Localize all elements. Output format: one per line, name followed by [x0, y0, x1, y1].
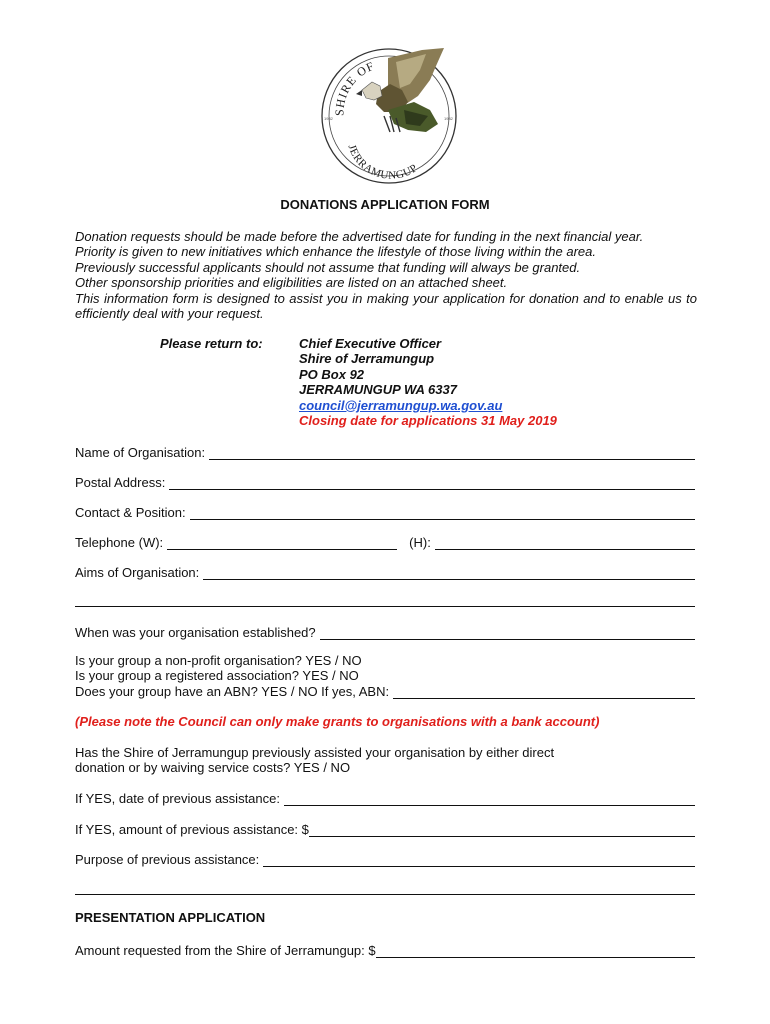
amount-requested-input[interactable]	[376, 943, 695, 958]
established-input[interactable]	[320, 625, 695, 640]
postal-address-input[interactable]	[169, 475, 695, 490]
postal-address-field	[75, 472, 695, 490]
previous-purpose-field	[75, 849, 695, 867]
telephone-home-input[interactable]	[435, 535, 695, 550]
address-line: JERRAMUNGUP WA 6337	[299, 382, 457, 398]
bank-account-note: (Please note the Council can only make grants to organisations with a bank account)	[75, 714, 600, 729]
contact-position-field	[75, 502, 695, 520]
status-questions	[75, 653, 362, 684]
field-label: Contact & Position:	[75, 505, 186, 520]
field-label: Purpose of previous assistance:	[75, 852, 260, 867]
field-label: Does your group have an ABN? YES / NO If yes, ABN:	[75, 684, 390, 699]
svg-text:1982: 1982	[444, 116, 453, 121]
nonprofit-question: Is your group a non-profit organisation? YES / NO	[75, 653, 362, 668]
field-label: Aims of Organisation:	[75, 565, 200, 580]
field-label: If YES, amount of previous assistance: $	[75, 822, 309, 837]
previous-amount-field	[75, 819, 695, 837]
previous-date-input[interactable]	[284, 791, 695, 806]
previous-purpose-input-continued[interactable]	[75, 880, 695, 895]
question-line: donation or by waiving service costs? YES / NO	[75, 760, 351, 776]
telephone-field	[75, 532, 695, 550]
field-label: Telephone (W):	[75, 535, 164, 550]
org-name-input[interactable]	[209, 445, 695, 460]
svg-text:1982: 1982	[324, 116, 333, 121]
field-label: When was your organisation established?	[75, 625, 316, 640]
previous-purpose-input[interactable]	[263, 852, 695, 867]
question-line: Has the Shire of Jerramungup previously assisted your organisation by either direct	[75, 745, 555, 760]
svg-text:JERRAMUNGUP: JERRAMUNGUP	[345, 143, 420, 182]
shire-of-jerramungup-logo	[318, 40, 460, 188]
form-title: DONATIONS APPLICATION FORM	[280, 197, 490, 212]
previous-amount-input[interactable]	[309, 822, 695, 837]
aims-field	[75, 562, 695, 580]
intro-line: Donation requests should be made before the advertised date for funding in the next financial year.	[75, 229, 644, 244]
field-label: Name of Organisation:	[75, 445, 206, 460]
org-name-field	[75, 442, 695, 460]
presentation-section-title: PRESENTATION APPLICATION	[75, 910, 266, 925]
intro-text	[75, 229, 697, 321]
contact-position-input[interactable]	[190, 505, 695, 520]
address-line: Shire of Jerramungup	[299, 351, 435, 367]
intro-line: This information form is designed to assist you in making your application for donation and to enable us to efficiently deal with your request.	[75, 290, 697, 322]
amount-requested-field	[75, 940, 695, 958]
intro-line: Priority is given to new initiatives which enhance the lifestyle of those living within the area.	[75, 244, 596, 260]
intro-line: Previously successful applicants should not assume that funding will always be granted.	[75, 259, 581, 275]
aims-input-continued[interactable]	[75, 592, 695, 607]
abn-field	[75, 681, 695, 699]
address-line: Chief Executive Officer	[299, 336, 442, 351]
previous-assistance-question	[75, 745, 554, 776]
field-label: Amount requested from the Shire of Jerramungup: $	[75, 943, 376, 958]
telephone-work-input[interactable]	[167, 535, 397, 550]
return-address	[299, 336, 557, 428]
registered-question: Is your group a registered association? YES / NO	[75, 668, 359, 684]
return-label: Please return to:	[160, 336, 263, 351]
closing-date: Closing date for applications 31 May 2019	[299, 413, 557, 429]
field-label: (H):	[409, 535, 431, 550]
email-link[interactable]: council@jerramungup.wa.gov.au	[299, 397, 503, 413]
abn-input[interactable]	[393, 684, 695, 699]
field-label: Postal Address:	[75, 475, 166, 490]
established-field	[75, 622, 695, 640]
intro-line: Other sponsorship priorities and eligibilities are listed on an attached sheet.	[75, 275, 508, 291]
field-label: If YES, date of previous assistance:	[75, 791, 280, 806]
address-line: PO Box 92	[299, 366, 365, 382]
aims-input[interactable]	[203, 565, 695, 580]
svg-text:SHIRE OF: SHIRE OF	[332, 58, 377, 117]
previous-date-field	[75, 788, 695, 806]
